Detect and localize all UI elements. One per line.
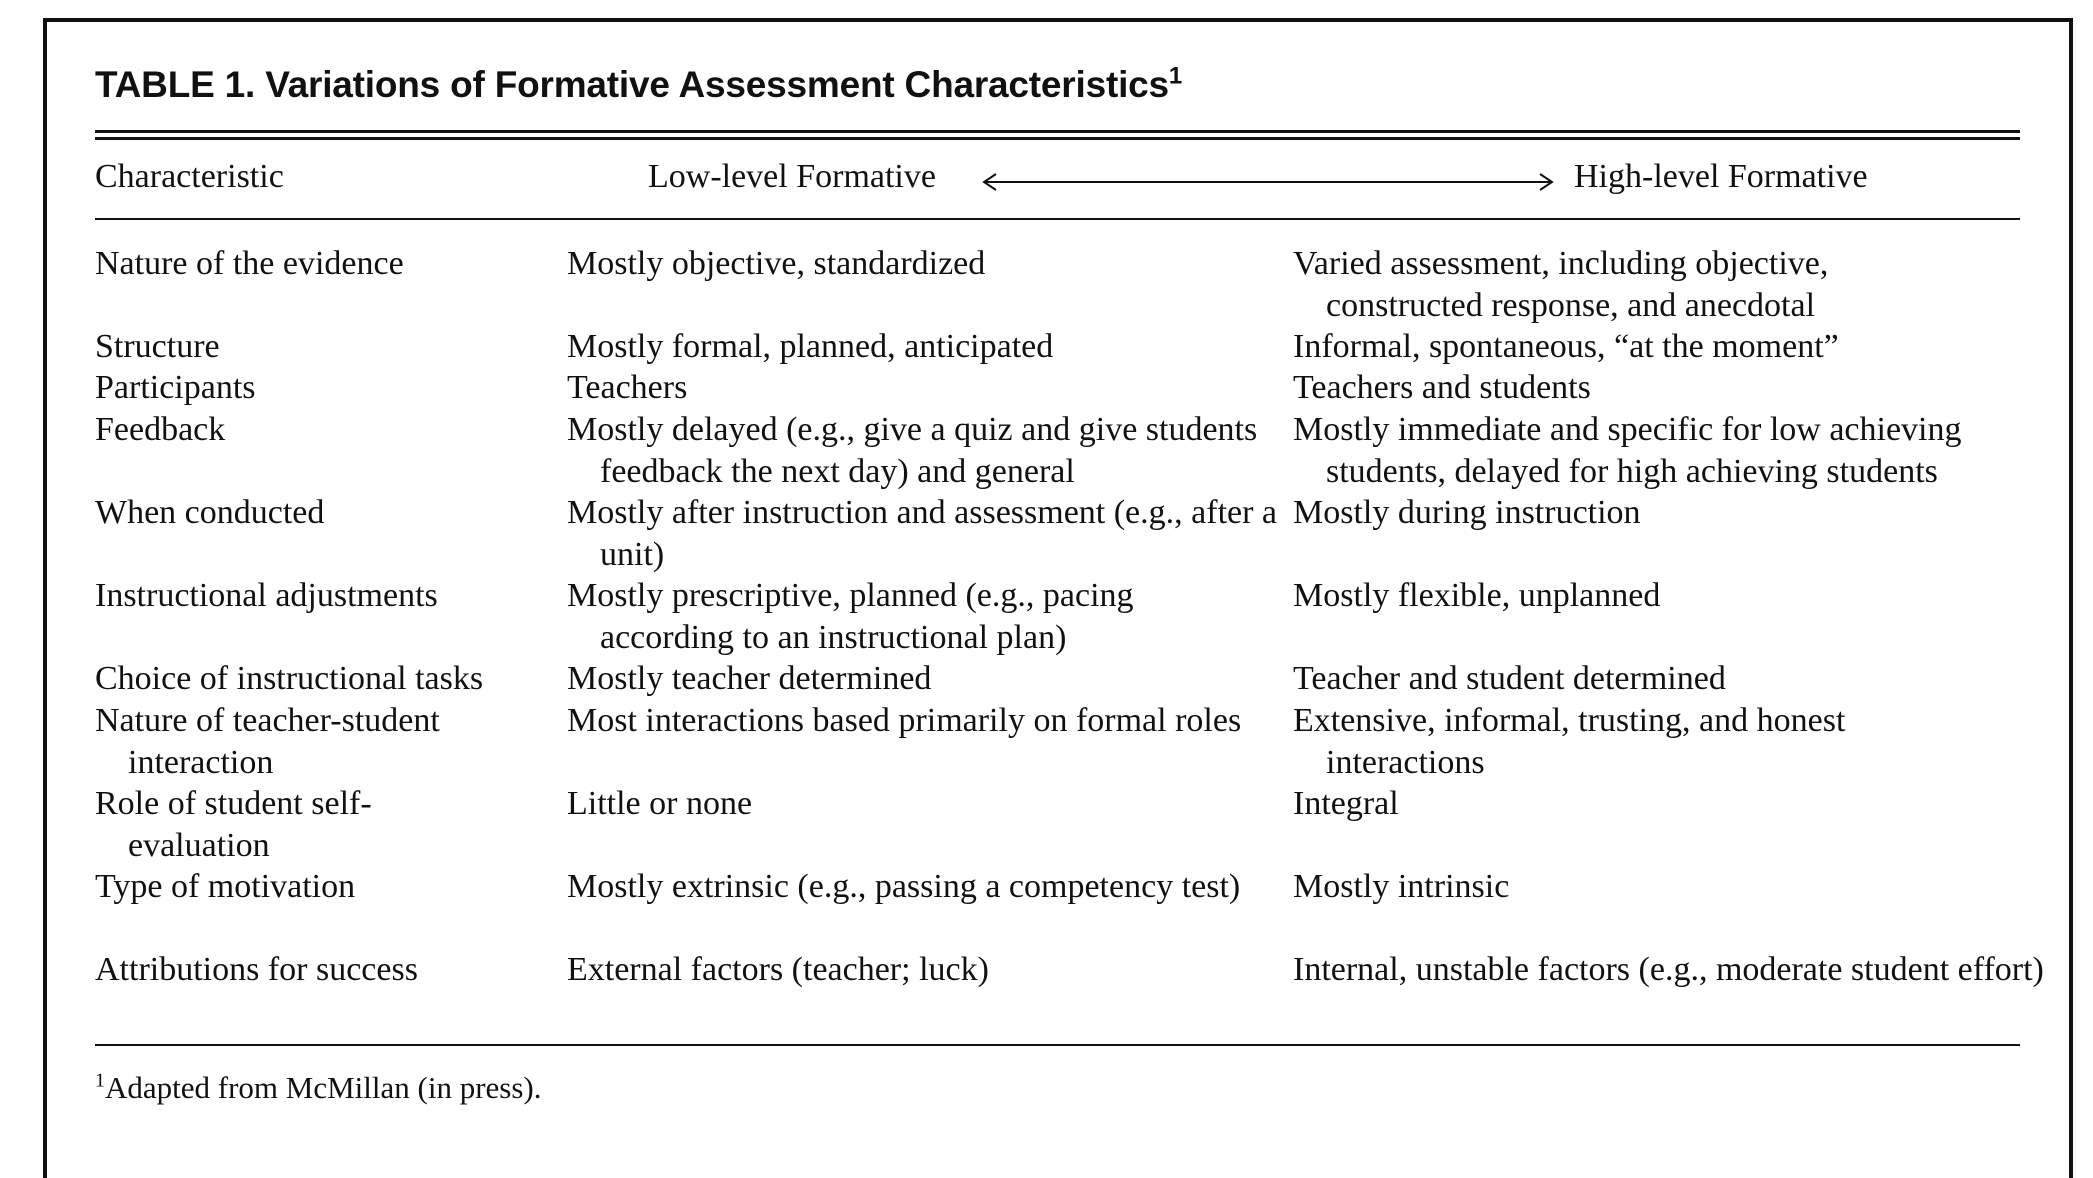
row-low-level: Teachers [567,369,688,406]
row-low-level: Mostly teacher determined [567,660,932,697]
row-characteristic: Type of motivation [95,868,356,905]
bottom-rule [95,1044,2020,1046]
row-low-level: Mostly extrinsic (e.g., passing a competency test) [567,868,1241,905]
row-characteristic: Participants [95,369,256,406]
row-characteristic: When conducted [95,494,325,531]
row-high-level: Teachers and students [1293,369,1591,406]
row-characteristic: Structure [95,328,220,365]
row-characteristic: Instructional adjustments [95,577,438,614]
row-low-level: Mostly prescriptive, planned (e.g., pacing according to an instructional plan) [567,577,1134,656]
row-low-level: External factors (teacher; luck) [567,951,989,988]
footnote-marker: 1 [95,1069,105,1092]
footnote-text: Adapted from McMillan (in press). [105,1070,542,1105]
row-low-level: Most interactions based primarily on formal roles [567,702,1242,739]
row-high-level: Informal, spontaneous, “at the moment” [1293,328,1839,365]
row-low-level: Mostly formal, planned, anticipated [567,328,1054,365]
row-high-level: Mostly intrinsic [1293,868,1510,905]
header-rule [95,218,2020,220]
row-high-level: Mostly immediate and specific for low achieving students, delayed for high achieving students [1293,411,1962,490]
row-high-level: Varied assessment, including objective, constructed response, and anecdotal [1293,245,1829,324]
header-high-level: High-level Formative [1574,158,1868,195]
row-characteristic: Nature of the evidence [95,245,404,282]
row-high-level: Integral [1293,785,1399,822]
row-characteristic: Role of student self-evaluation [95,785,372,864]
top-double-rule-lower [95,137,2020,140]
title-footnote-marker: 1 [1168,62,1183,90]
row-characteristic: Feedback [95,411,226,448]
row-high-level: Teacher and student determined [1293,660,1726,697]
row-high-level: Mostly flexible, unplanned [1293,577,1661,614]
row-low-level: Mostly after instruction and assessment (e.g., after a unit) [567,494,1278,573]
row-low-level: Little or none [567,785,753,822]
row-characteristic: Attributions for success [95,951,418,988]
header-characteristic: Characteristic [95,158,284,195]
header-low-level: Low-level Formative [648,158,936,195]
row-high-level: Internal, unstable factors (e.g., moderate student effort) [1293,951,2044,988]
table-title [95,64,1182,106]
row-high-level: Mostly during instruction [1293,494,1641,531]
row-characteristic: Choice of instructional tasks [95,660,484,697]
table-title-text: TABLE 1. Variations of Formative Assessment Characteristics [95,64,1169,105]
double-headed-arrow-icon [982,171,1554,193]
row-low-level: Mostly delayed (e.g., give a quiz and give students feedback the next day) and general [567,411,1258,490]
table-footnote [95,1070,541,1106]
row-low-level: Mostly objective, standardized [567,245,986,282]
row-high-level: Extensive, informal, trusting, and honest interactions [1293,702,1846,781]
row-characteristic: Nature of teacher-student interaction [95,702,440,781]
top-double-rule-upper [95,130,2020,133]
